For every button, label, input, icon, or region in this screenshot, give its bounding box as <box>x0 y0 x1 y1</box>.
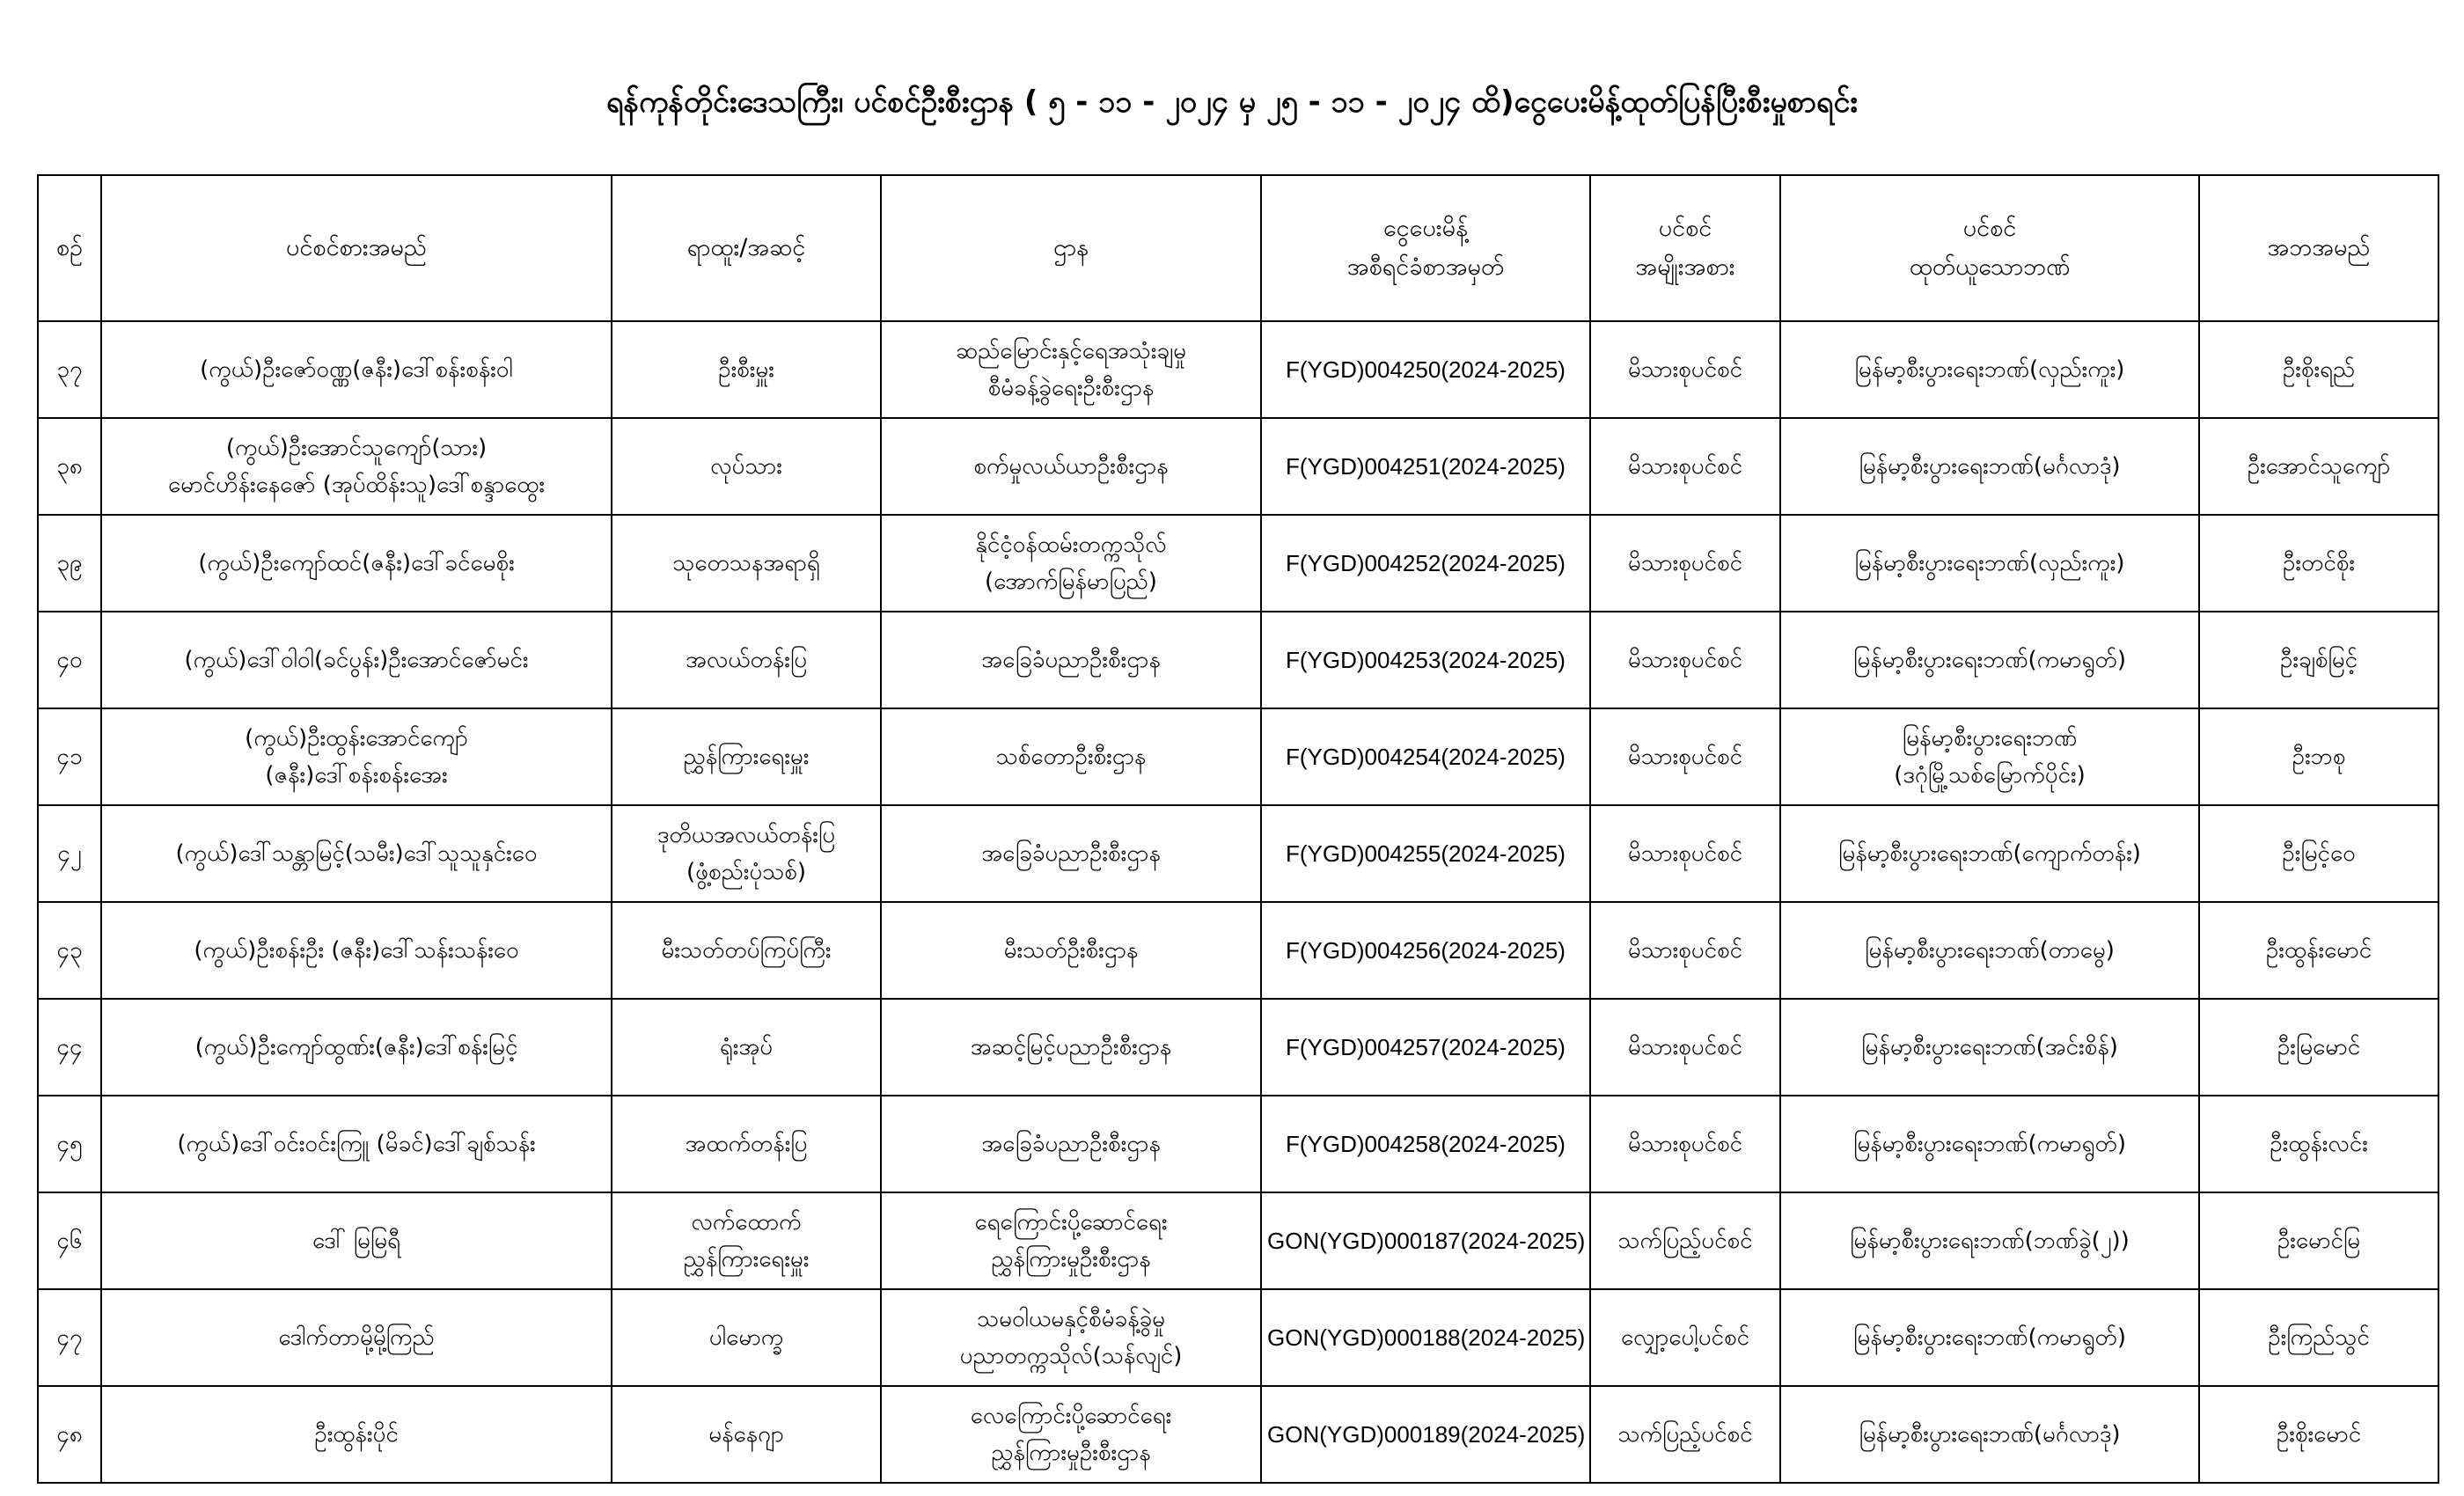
cell-line: ထုတ်ယူသောဘဏ် <box>1909 253 2071 281</box>
cell-agent: ဦးထွန်းမောင် <box>2199 902 2438 999</box>
cell-rank <box>612 708 881 805</box>
cell-no: ၄၇ <box>38 1289 101 1386</box>
cell-line: မြန်မာ့စီးပွားရေးဘဏ်(မင်္ဂလာဒုံ) <box>1859 453 2121 480</box>
cell-type: မိသားစုပင်စင် <box>1590 999 1780 1096</box>
cell-no: ၄၄ <box>38 999 101 1096</box>
cell-line: (ကွယ်)ဦးစန်းဦး (ဇနီး)ဒေါ်သန်းသန်းဝေ <box>194 937 519 964</box>
cell-name <box>101 708 612 805</box>
column-header-bank <box>1780 175 2199 321</box>
table-row <box>38 1386 2438 1483</box>
cell-agent: ဦးစိုးမောင် <box>2199 1386 2438 1483</box>
cell-line: အဘအမည် <box>2267 234 2371 261</box>
cell-name <box>101 418 612 515</box>
cell-line: ဒေါက်တာမို့မို့ကြည် <box>278 1324 435 1351</box>
table-row <box>38 902 2438 999</box>
cell-bank <box>1780 805 2199 902</box>
cell-name <box>101 1192 612 1289</box>
cell-line: ရုံးအုပ် <box>719 1034 774 1060</box>
cell-dept <box>881 321 1261 418</box>
cell-line: (ဒဂုံမြို့သစ်မြောက်ပိုင်း) <box>1894 762 2086 788</box>
cell-line: ဦးထွန်းပိုင် <box>314 1421 399 1448</box>
cell-line: မြန်မာ့စီးပွားရေးဘဏ်(လှည်းကူး) <box>1854 356 2125 383</box>
cell-bank <box>1780 418 2199 515</box>
cell-type: မိသားစုပင်စင် <box>1590 612 1780 708</box>
cell-line: (ဖွံ့စည်းပုံသစ်) <box>686 859 807 885</box>
cell-rank <box>612 999 881 1096</box>
cell-ref: F(YGD)004254(2024-2025) <box>1261 708 1590 805</box>
cell-line: သမဝါယမနှင့်စီမံခန့်ခွဲမှု <box>976 1306 1166 1332</box>
cell-bank <box>1780 612 2199 708</box>
cell-type: မိသားစုပင်စင် <box>1590 708 1780 805</box>
cell-line: ညွှန်ကြားမှုဦးစီးဌာန <box>991 1440 1151 1466</box>
cell-dept <box>881 1096 1261 1192</box>
cell-line: (ကွယ်)ဒေါ်ဝင်းဝင်းကြူ (မိခင်)ဒေါ်ချစ်သန်း <box>177 1131 536 1157</box>
cell-ref: F(YGD)004253(2024-2025) <box>1261 612 1590 708</box>
cell-no: ၃၈ <box>38 418 101 515</box>
cell-agent: ဦးမောင်မြ <box>2199 1192 2438 1289</box>
table-header <box>38 175 2438 321</box>
table-row <box>38 515 2438 612</box>
cell-no: ၄၈ <box>38 1386 101 1483</box>
cell-rank <box>612 321 881 418</box>
table-row <box>38 1192 2438 1289</box>
cell-line: ပင်စင် <box>1658 215 1712 242</box>
cell-line: စီမံခန့်ခွဲရေးဦးစီးဌာန <box>987 375 1155 401</box>
cell-dept <box>881 515 1261 612</box>
column-header-rank <box>612 175 881 321</box>
cell-ref: F(YGD)004255(2024-2025) <box>1261 805 1590 902</box>
cell-rank <box>612 902 881 999</box>
cell-line: ညွှန်ကြားရေးမှူး <box>683 1246 810 1272</box>
cell-line: (ကွယ်)ဦးကျော်ထွဏ်း(ဇနီး)ဒေါ်စန်းမြင့် <box>194 1034 518 1060</box>
cell-no: ၄၂ <box>38 805 101 902</box>
cell-name <box>101 1289 612 1386</box>
cell-dept <box>881 612 1261 708</box>
column-header-ref <box>1261 175 1590 321</box>
cell-agent: ဦးအောင်သူကျော် <box>2199 418 2438 515</box>
table-row <box>38 999 2438 1096</box>
cell-dept <box>881 1192 1261 1289</box>
cell-rank <box>612 1386 881 1483</box>
cell-name <box>101 902 612 999</box>
cell-type: မိသားစုပင်စင် <box>1590 321 1780 418</box>
table-row <box>38 1289 2438 1386</box>
cell-ref: F(YGD)004256(2024-2025) <box>1261 902 1590 999</box>
cell-line: မြန်မာ့စီးပွားရေးဘဏ်(ကျောက်တန်း) <box>1838 840 2141 867</box>
cell-bank <box>1780 708 2199 805</box>
cell-bank <box>1780 999 2199 1096</box>
cell-line: အခြေခံပညာဦးစီးဌာန <box>981 840 1161 867</box>
cell-bank <box>1780 1192 2199 1289</box>
column-header-dept <box>881 175 1261 321</box>
table-row <box>38 708 2438 805</box>
cell-no: ၄၃ <box>38 902 101 999</box>
cell-line: သစ်တောဦးစီးဌာန <box>995 744 1147 770</box>
cell-name <box>101 805 612 902</box>
table-row <box>38 1096 2438 1192</box>
cell-type: သက်ပြည့်ပင်စင် <box>1590 1192 1780 1289</box>
table-row <box>38 418 2438 515</box>
cell-no: ၄၁ <box>38 708 101 805</box>
cell-line: ငွေပေးမိန့် <box>1383 215 1468 242</box>
cell-rank <box>612 1096 881 1192</box>
cell-line: ပင်စင်စားအမည် <box>286 234 427 261</box>
cell-line: မောင်ဟိန်းနေဇော် (အုပ်ထိန်းသူ)ဒေါ်စန္ဒာထွေး <box>168 472 545 498</box>
cell-line: ရာထူး/အဆင့် <box>686 234 806 261</box>
cell-agent: ဦးထွန်းလင်း <box>2199 1096 2438 1192</box>
cell-line: (ကွယ်)ဦးကျော်ထင်(ဇနီး)ဒေါ်ခင်မေစိုး <box>198 550 515 576</box>
cell-line: ဦးစီးမှူး <box>718 356 774 383</box>
cell-ref: GON(YGD)000189(2024-2025) <box>1261 1386 1590 1483</box>
column-header-type <box>1590 175 1780 321</box>
table-row <box>38 805 2438 902</box>
cell-line: စဉ် <box>55 234 84 261</box>
cell-dept <box>881 708 1261 805</box>
cell-line: ပါမောက္ခ <box>708 1324 784 1351</box>
cell-agent: ဦးစိုးရည် <box>2199 321 2438 418</box>
pension-table <box>37 174 2439 1484</box>
cell-line: (ကွယ်)ဦးဇော်ဝဏ္ဏ(ဇနီး)ဒေါ်စန်းစန်းဝါ <box>200 356 513 383</box>
cell-line: မြန်မာ့စီးပွားရေးဘဏ်(တာမွေ) <box>1865 937 2115 964</box>
cell-line: မြန်မာ့စီးပွားရေးဘဏ် <box>1902 725 2078 752</box>
cell-no: ၄၆ <box>38 1192 101 1289</box>
cell-line: သုတေသနအရာရှိ <box>672 550 820 576</box>
cell-line: ညွှန်ကြားမှုဦးစီးဌာန <box>991 1246 1151 1272</box>
cell-line: (ဇနီး)ဒေါ်စန်းစန်းအေး <box>265 762 448 788</box>
cell-type: မိသားစုပင်စင် <box>1590 805 1780 902</box>
cell-line: အခြေခံပညာဦးစီးဌာန <box>981 1131 1161 1157</box>
cell-name <box>101 1096 612 1192</box>
cell-line: (ကွယ်)ဦးအောင်သူကျော်(သား) <box>225 435 488 461</box>
cell-line: အထက်တန်းပြ <box>685 1131 808 1157</box>
cell-type: သက်ပြည့်ပင်စင် <box>1590 1386 1780 1483</box>
cell-name <box>101 321 612 418</box>
cell-line: မြန်မာ့စီးပွားရေးဘဏ်(ဘဏ်ခွဲ(၂)) <box>1850 1228 2130 1254</box>
cell-line: အဆင့်မြင့်ပညာဦးစီးဌာန <box>970 1034 1172 1060</box>
cell-ref: F(YGD)004258(2024-2025) <box>1261 1096 1590 1192</box>
cell-line: ပညာတက္ကသိုလ်(သန်လျင်) <box>959 1343 1183 1369</box>
cell-line: အလယ်တန်းပြ <box>685 647 808 673</box>
cell-no: ၃၇ <box>38 321 101 418</box>
cell-line: မြန်မာ့စီးပွားရေးဘဏ်(လှည်းကူး) <box>1854 550 2125 576</box>
table-row <box>38 612 2438 708</box>
cell-name <box>101 999 612 1096</box>
cell-dept <box>881 1289 1261 1386</box>
cell-line: မီးသတ်ဦးစီးဌာန <box>1003 937 1139 964</box>
cell-line: မြန်မာ့စီးပွားရေးဘဏ်(မင်္ဂလာဒုံ) <box>1859 1421 2121 1448</box>
cell-agent: ဦးတင်စိုး <box>2199 515 2438 612</box>
cell-dept <box>881 999 1261 1096</box>
cell-rank <box>612 1289 881 1386</box>
cell-agent: ဦးမြင့်ဝေ <box>2199 805 2438 902</box>
cell-ref: GON(YGD)000187(2024-2025) <box>1261 1192 1590 1289</box>
cell-agent: ဦးမြမောင် <box>2199 999 2438 1096</box>
cell-bank <box>1780 1289 2199 1386</box>
cell-line: ပင်စင် <box>1962 215 2017 242</box>
cell-rank <box>612 612 881 708</box>
cell-rank <box>612 1192 881 1289</box>
table-row <box>38 321 2438 418</box>
column-header-name <box>101 175 612 321</box>
cell-line: (ကွယ်)ဦးထွန်းအောင်ကျော် <box>245 725 468 752</box>
cell-type: မိသားစုပင်စင် <box>1590 1096 1780 1192</box>
cell-name <box>101 612 612 708</box>
cell-line: (အောက်မြန်မာပြည်) <box>985 568 1157 595</box>
cell-line: (ကွယ်)ဒေါ်သန္တာမြင့်(သမီး)ဒေါ်သူသူနှင်းဝေ <box>175 840 538 867</box>
cell-name <box>101 1386 612 1483</box>
cell-line: မြန်မာ့စီးပွားရေးဘဏ်(ကမာရွတ်) <box>1853 1131 2126 1157</box>
cell-line: လုပ်သား <box>710 453 782 480</box>
cell-line: အစီရင်ခံစာအမှတ် <box>1346 253 1505 281</box>
cell-line: ဆည်မြောင်းနှင့်ရေအသုံးချမှု <box>956 338 1186 364</box>
cell-ref: F(YGD)004250(2024-2025) <box>1261 321 1590 418</box>
cell-ref: F(YGD)004251(2024-2025) <box>1261 418 1590 515</box>
cell-no: ၄၅ <box>38 1096 101 1192</box>
cell-line: မြန်မာ့စီးပွားရေးဘဏ်(အင်းစိန်) <box>1861 1034 2118 1060</box>
cell-line: (ကွယ်)ဒေါ်ဝါဝါ(ခင်ပွန်း)ဦးအောင်ဇော်မင်း <box>184 647 529 673</box>
cell-line: မီးသတ်တပ်ကြပ်ကြီး <box>661 937 832 964</box>
cell-line: လက်ထောက် <box>691 1209 802 1236</box>
cell-line: အခြေခံပညာဦးစီးဌာန <box>981 647 1161 673</box>
cell-line: ရေကြောင်းပို့ဆောင်ရေး <box>974 1209 1168 1236</box>
header-row <box>38 175 2438 321</box>
cell-dept <box>881 902 1261 999</box>
cell-dept <box>881 1386 1261 1483</box>
cell-no: ၃၉ <box>38 515 101 612</box>
cell-rank <box>612 805 881 902</box>
cell-line: စက်မှုလယ်ယာဦးစီးဌာန <box>973 453 1169 480</box>
cell-ref: GON(YGD)000188(2024-2025) <box>1261 1289 1590 1386</box>
cell-line: ဌာန <box>1052 234 1089 261</box>
cell-line: ညွှန်ကြားရေးမှူး <box>683 744 810 770</box>
cell-bank <box>1780 1386 2199 1483</box>
cell-line: ဒုတိယအလယ်တန်းပြ <box>656 822 836 848</box>
cell-type: မိသားစုပင်စင် <box>1590 515 1780 612</box>
cell-type: မိသားစုပင်စင် <box>1590 418 1780 515</box>
cell-line: လေကြောင်းပို့ဆောင်ရေး <box>970 1403 1172 1429</box>
cell-bank <box>1780 321 2199 418</box>
cell-line: မြန်မာ့စီးပွားရေးဘဏ်(ကမာရွတ်) <box>1853 647 2126 673</box>
cell-type: မိသားစုပင်စင် <box>1590 902 1780 999</box>
cell-dept <box>881 418 1261 515</box>
cell-agent: ဦးကြည်သွင် <box>2199 1289 2438 1386</box>
cell-line: မန်နေဂျာ <box>708 1421 784 1448</box>
cell-rank <box>612 418 881 515</box>
cell-line: နိုင်ငံ့ဝန်ထမ်းတက္ကသိုလ် <box>975 532 1167 558</box>
cell-bank <box>1780 515 2199 612</box>
column-header-agent <box>2199 175 2438 321</box>
table-body <box>38 321 2438 1483</box>
cell-bank <box>1780 1096 2199 1192</box>
cell-line: အမျိုးအစား <box>1635 253 1735 281</box>
cell-rank <box>612 515 881 612</box>
cell-line: ဒေါ် မြမြရီ <box>312 1228 401 1254</box>
cell-agent: ဦးဘစု <box>2199 708 2438 805</box>
cell-dept <box>881 805 1261 902</box>
cell-ref: F(YGD)004252(2024-2025) <box>1261 515 1590 612</box>
cell-bank <box>1780 902 2199 999</box>
page-title: ရန်ကုန်တိုင်းဒေသကြီး၊ ပင်စင်ဦးစီးဌာန ( ၅ - ၁၁ - ၂၀၂၄ မှ ၂၅ - ၁၁ - ၂၀၂၄ ထိ)ငွေပေးမိန့်ထုတ်ပြန်ပြီးစီးမှုစာရင်း <box>605 84 1859 120</box>
cell-ref: F(YGD)004257(2024-2025) <box>1261 999 1590 1096</box>
cell-agent: ဦးချစ်မြင့် <box>2199 612 2438 708</box>
cell-line: မြန်မာ့စီးပွားရေးဘဏ်(ကမာရွတ်) <box>1853 1324 2126 1351</box>
cell-name <box>101 515 612 612</box>
column-header-no <box>38 175 101 321</box>
cell-type: လျှော့ပေါ့ပင်စင် <box>1590 1289 1780 1386</box>
cell-no: ၄၀ <box>38 612 101 708</box>
